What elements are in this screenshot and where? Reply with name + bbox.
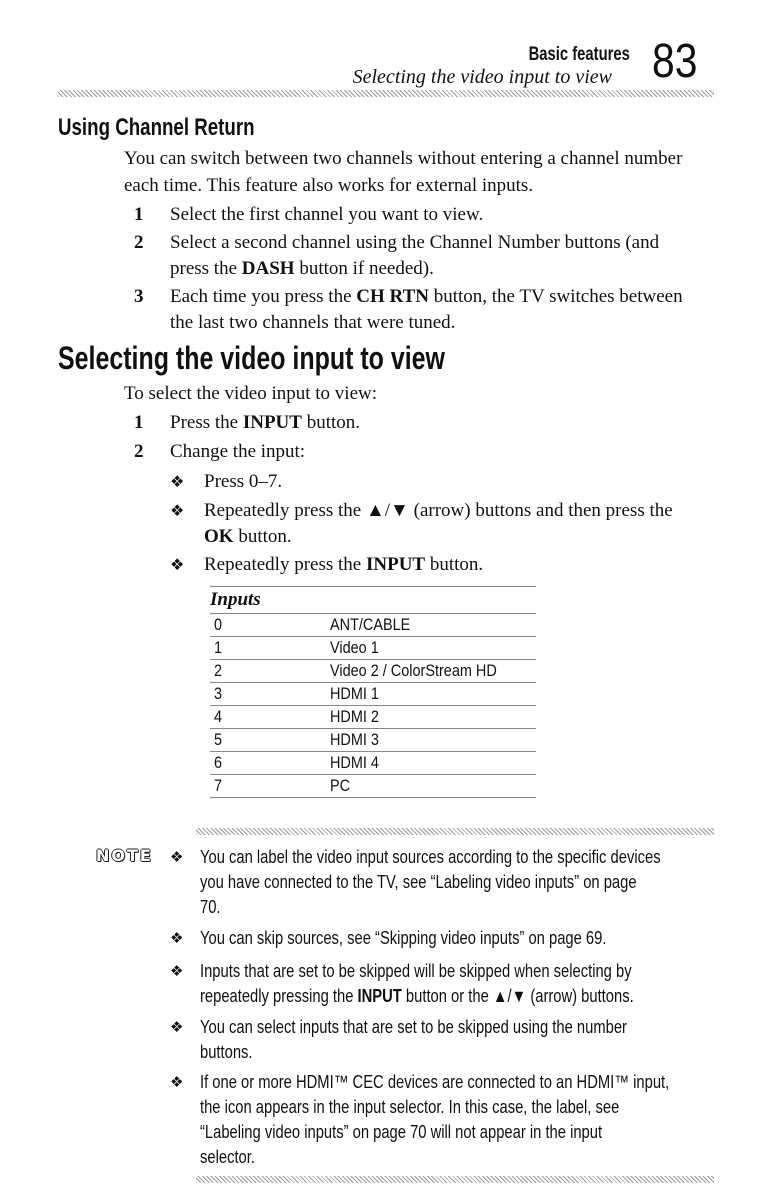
header-subsection-title: Selecting the video input to view (352, 66, 612, 88)
page-number: 83 (652, 35, 698, 88)
table-row (210, 683, 536, 705)
header-section-title: Basic features (528, 44, 630, 65)
step-line (170, 284, 730, 310)
note-line: you have connected to the TV, see “Labeling video inputs” on page (200, 872, 637, 892)
input-name: HDMI 3 (330, 730, 379, 749)
table-row (210, 752, 536, 774)
input-name: PC (330, 776, 351, 795)
input-number: 1 (214, 638, 223, 657)
button-name-input: INPUT (365, 554, 426, 575)
button-name-ch-rtn: CH RTN (356, 286, 429, 307)
note-line: selector. (200, 1147, 255, 1167)
video-input-intro: To select the video input to view: (124, 383, 378, 404)
text-run: repeatedly pressing the (200, 986, 358, 1006)
inputs-table (210, 586, 536, 798)
button-name-ok: OK (204, 526, 234, 547)
table-rule (210, 797, 536, 798)
step-text (170, 230, 730, 282)
step-line (170, 256, 730, 282)
input-number: 2 (214, 661, 223, 680)
input-number: 7 (214, 776, 223, 795)
step-number: 1 (134, 412, 144, 433)
button-name-input: INPUT (242, 412, 302, 433)
table-header: Inputs (210, 589, 261, 610)
diamond-bullet-icon: ❖ (170, 848, 184, 866)
table-row (210, 614, 536, 636)
channel-return-heading: Using Channel Return (58, 114, 255, 141)
text-run: Each time you press the (170, 286, 357, 307)
step-number: 2 (134, 441, 144, 462)
note-text (200, 1015, 772, 1065)
input-name: HDMI 2 (330, 707, 379, 726)
input-number: 0 (214, 615, 223, 634)
note-bottom-divider (196, 1176, 714, 1183)
text-run: button if needed). (294, 258, 434, 279)
note-line: You can label the video input sources according to the specific devices (200, 847, 661, 867)
text-run: button. (425, 554, 484, 575)
bullet-line: Repeatedly press the ▲/▼ (arrow) buttons and then press the (204, 500, 673, 521)
text-run: press the (170, 258, 242, 279)
note-line: “Labeling video inputs” on page 70 will not appear in the input (200, 1122, 603, 1142)
step-text: Change the input: (170, 441, 306, 462)
diamond-bullet-icon: ❖ (170, 929, 184, 947)
step-line: Select a second channel using the Channel Number buttons (and (170, 232, 660, 253)
note-top-divider (196, 828, 714, 835)
header-divider (58, 90, 714, 97)
diamond-bullet-icon: ❖ (170, 555, 185, 574)
table-row (210, 729, 536, 751)
input-name: Video 1 (330, 638, 379, 657)
text-run: button or the ▲/▼ (arrow) buttons. (401, 986, 634, 1006)
intro-line: each time. This feature also works for external inputs. (124, 175, 534, 196)
table-row (210, 706, 536, 728)
step-text (170, 284, 730, 336)
video-input-heading: Selecting the video input to view (58, 340, 445, 376)
step-text: Select the first channel you want to view. (170, 204, 484, 225)
step-number: 1 (134, 204, 144, 225)
input-number: 4 (214, 707, 223, 726)
diamond-bullet-icon: ❖ (170, 472, 185, 491)
input-name: HDMI 4 (330, 753, 379, 772)
text-run: button. (233, 526, 292, 547)
step-number: 2 (134, 232, 144, 253)
button-name-dash: DASH (241, 258, 295, 279)
note-line: Inputs that are set to be skipped will be skipped when selecting by (200, 961, 632, 981)
note-line (200, 984, 772, 1009)
input-name: Video 2 / ColorStream HD (330, 661, 497, 680)
note-line: buttons. (200, 1042, 253, 1062)
bullet-text: Press 0–7. (204, 471, 283, 492)
text-run: Repeatedly press the (204, 554, 366, 575)
input-name: HDMI 1 (330, 684, 379, 703)
note-line: You can select inputs that are set to be skipped using the number (200, 1017, 627, 1037)
bullet-text (204, 498, 724, 550)
note-label: NOTE (96, 846, 153, 865)
diamond-bullet-icon: ❖ (170, 962, 184, 980)
input-name: ANT/CABLE (330, 615, 411, 634)
note-text (200, 926, 772, 951)
button-name-input: INPUT (357, 986, 402, 1006)
note-text (200, 1070, 772, 1170)
intro-line: You can switch between two channels without entering a channel number (124, 148, 683, 169)
input-number: 6 (214, 753, 223, 772)
note-line: If one or more HDMI™ CEC devices are connected to an HDMI™ input, (200, 1072, 670, 1092)
step-line: the last two channels that were tuned. (170, 312, 456, 333)
text-run: button. (301, 412, 361, 433)
step-text (170, 410, 730, 436)
input-number: 5 (214, 730, 223, 749)
input-number: 3 (214, 684, 223, 703)
diamond-bullet-icon: ❖ (170, 1018, 184, 1036)
channel-return-intro (124, 145, 724, 199)
note-line: 70. (200, 897, 221, 917)
step-number: 3 (134, 286, 144, 307)
text-run: button, the TV switches between (428, 286, 683, 307)
bullet-line (204, 524, 724, 550)
diamond-bullet-icon: ❖ (170, 1073, 184, 1091)
table-row (210, 637, 536, 659)
table-row (210, 775, 536, 797)
note-line: the icon appears in the input selector. In this case, the label, see (200, 1097, 620, 1117)
diamond-bullet-icon: ❖ (170, 501, 185, 520)
bullet-text (204, 552, 724, 578)
note-text (200, 959, 772, 1009)
note-line: You can skip sources, see “Skipping video inputs” on page 69. (200, 928, 607, 948)
note-text (200, 845, 772, 920)
table-row (210, 660, 536, 682)
text-run: Press the (170, 412, 243, 433)
